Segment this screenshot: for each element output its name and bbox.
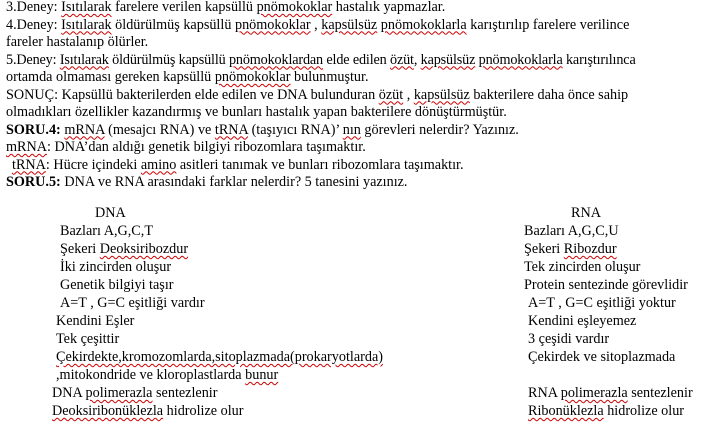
rna-item: RNA polimerazla sentezlenir xyxy=(528,385,693,401)
dna-item: Kendini Eşler xyxy=(56,313,135,329)
paragraph-deney-5-line1: 5.Deney: Isıtılarak öldürülmüş kapsüllü pnömokoklardan elde edilen özüt, kapsülsüz pnömokoklarla karıştırılınca xyxy=(6,51,636,68)
dna-item: Şekeri Deoksiribozdur xyxy=(60,241,189,257)
dna-item: A=T , G=C eşitliği vardır xyxy=(60,295,205,311)
paragraph-deney-4-line1: 4.Deney: Isıtılarak öldürülmüş kapsüllü pnömokoklar , kapsülsüz pnömokoklarla karıştırılıp farelere verilince xyxy=(6,16,630,33)
dna-item: DNA polimerazla sentezlenir xyxy=(52,385,218,401)
dna-item: Bazları A,G,C,T xyxy=(60,223,153,239)
rna-item: Çekirdek ve sitoplazmada xyxy=(528,349,676,365)
rna-column-header: RNA xyxy=(571,205,601,221)
dna-item: Genetik bilgiyi taşır xyxy=(60,277,174,293)
dna-item: İki zincirden oluşur xyxy=(60,259,172,275)
paragraph-sonuc-line1: SONUÇ: Kapsüllü bakterilerden elde edilen ve DNA bulunduran özüt , kapsülsüz bakterilere daha önce sahip xyxy=(6,86,629,103)
rna-item: Şekeri Ribozdur xyxy=(524,241,617,257)
paragraph-deney-3: 3.Deney: Isıtılarak farelere verilen kapsüllü pnömokoklar hastalık yapmazlar. xyxy=(6,0,446,15)
rna-item: Protein sentezinde görevlidir xyxy=(524,277,688,293)
question-5-label: SORU.5: xyxy=(6,174,61,190)
question-5-text: DNA ve RNA arasındaki farklar nelerdir? 5 tanesini yazınız. xyxy=(60,174,408,190)
paragraph-sonuc-line2: olmadıkları özellikler kazandırmış ve bunları hastalık yapan bakterilere dönüştürmüştür. xyxy=(6,104,507,120)
question-4 xyxy=(6,122,724,140)
rna-item: Kendini eşleyemez xyxy=(528,313,637,329)
rna-item: Bazları A,G,C,U xyxy=(524,223,619,239)
dna-item: Çekirdekte,kromozomlarda,sitoplazmada(prokaryotlarda) xyxy=(56,349,383,365)
answer-trna: tRNA: Hücre içindeki amino asitleri tanımak ve bunları ribozomlara taşımaktır. xyxy=(12,156,464,173)
question-5 xyxy=(6,174,724,192)
rna-item: 3 çeşidi vardır xyxy=(528,331,610,347)
paragraph-deney-5-line2: ortamda olmaması gereken kapsüllü pnömokoklar bulunmuştur. xyxy=(6,69,369,85)
dna-item: Tek çeşittir xyxy=(56,331,120,347)
paragraph-deney-4-line2: fareler hastalanıp ölürler. xyxy=(6,34,149,50)
question-4-label: SORU.4: xyxy=(6,121,61,138)
dna-item: Deoksiribonüklezla hidrolize olur xyxy=(52,403,244,419)
rna-item: A=T , G=C eşitliği yoktur xyxy=(528,295,676,311)
answer-mrna: mRNA: DNA’dan aldığı genetik bilgiyi ribozomlara taşımaktır. xyxy=(6,139,366,155)
dna-item: ,mitokondride ve kloroplastlarda bunur xyxy=(56,367,279,383)
document-page xyxy=(6,0,724,192)
rna-item: Tek zincirden oluşur xyxy=(524,259,641,275)
dna-column-header: DNA xyxy=(95,205,126,221)
rna-item: Ribonüklezla hidrolize olur xyxy=(528,403,685,419)
question-4-text: mRNA (mesajcı RNA) ve tRNA (taşıyıcı RNA)’ nın görevleri nelerdir? Yazınız. xyxy=(64,121,519,138)
